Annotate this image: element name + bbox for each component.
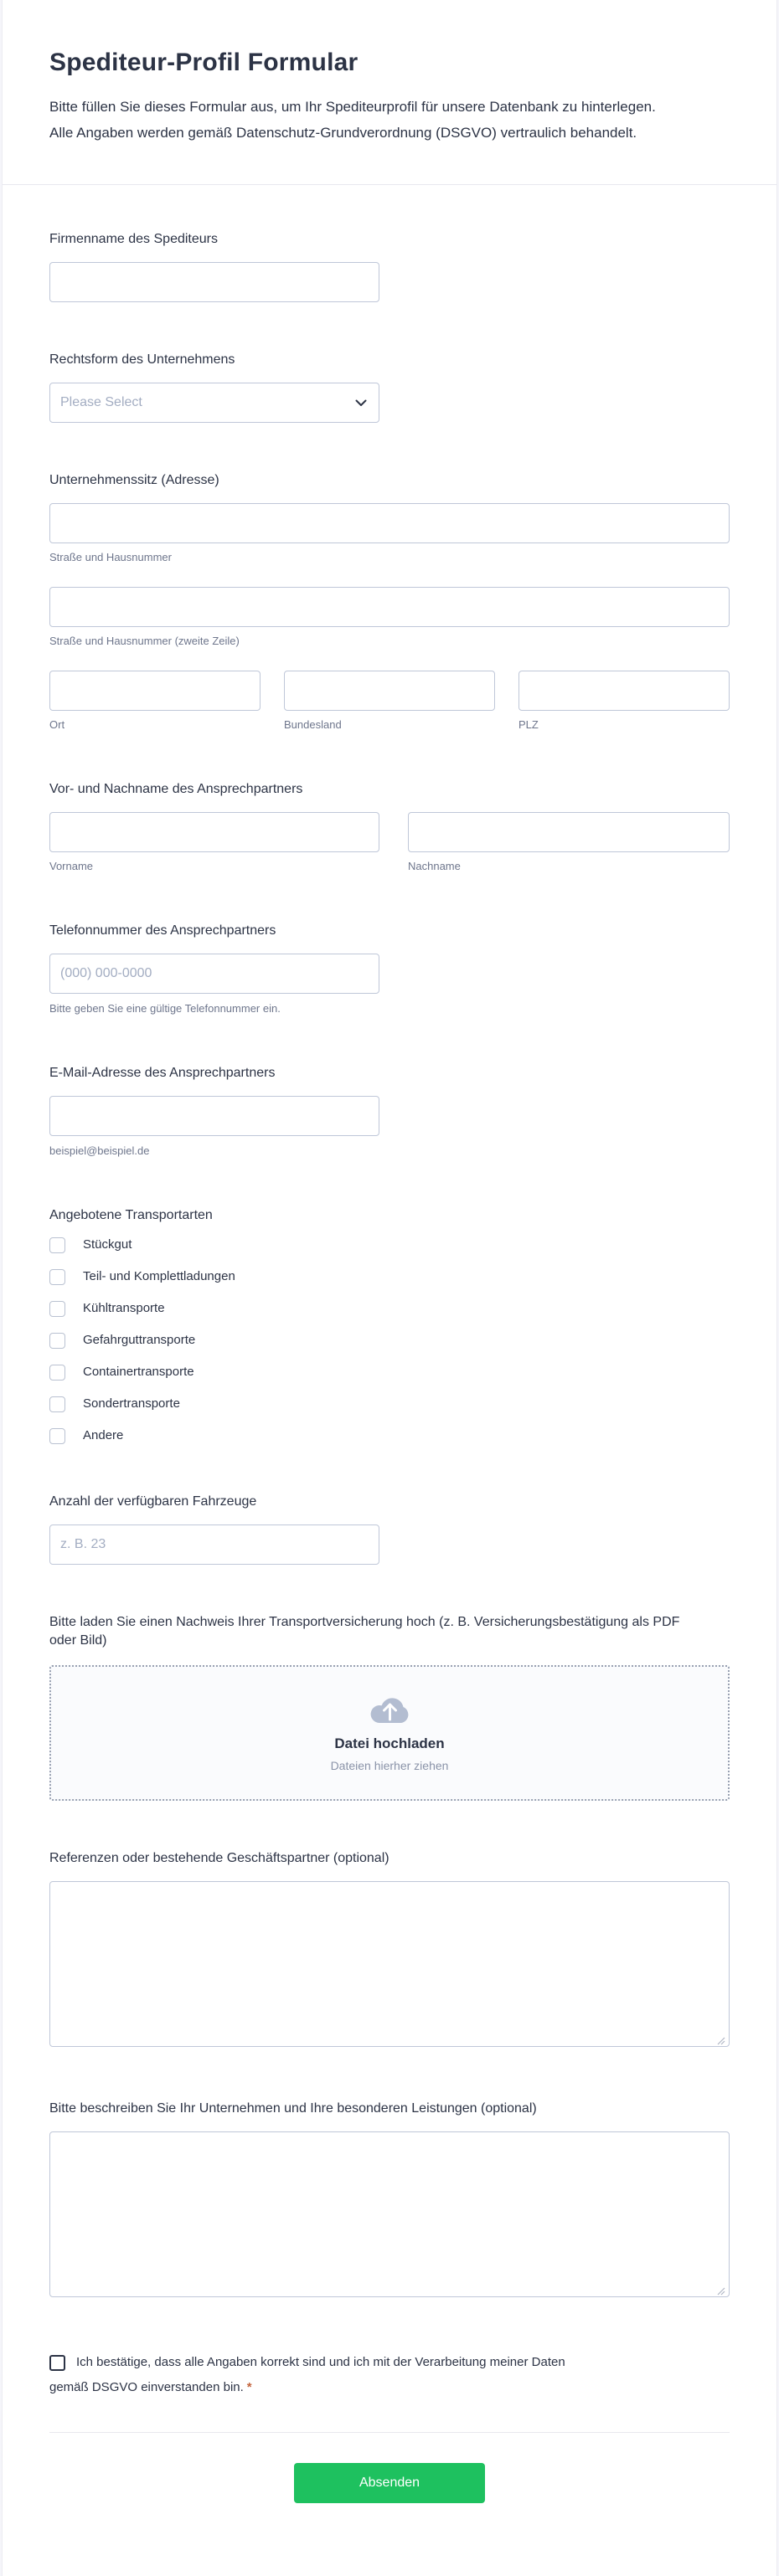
field-vehicle-count [49, 1493, 730, 1565]
field-address [49, 471, 730, 732]
upload-hint: Dateien hierher ziehen [330, 1759, 449, 1772]
form-header [3, 0, 776, 146]
field-label: Angebotene Transportarten [49, 1208, 213, 1222]
field-label: E-Mail-Adresse des Ansprechpartners [49, 1066, 276, 1080]
field-legal-form [49, 351, 730, 423]
field-label: Firmenname des Spediteurs [49, 232, 218, 246]
consent-label: Ich bestätige, dass alle Angaben korrekt sind und ich mit der Verarbeitung meiner Daten gemäß DSGVO einverstanden bin. [49, 2355, 565, 2394]
field-label: Anzahl der verfügbaren Fahrzeuge [49, 1494, 257, 1509]
address-row [49, 671, 730, 732]
checkbox-row-container[interactable] [49, 1364, 730, 1381]
resize-handle-icon[interactable] [717, 2037, 725, 2045]
checkbox-row-teil-komplett[interactable] [49, 1268, 730, 1285]
checkbox-label: Sondertransporte [83, 1396, 180, 1411]
field-consent [49, 2350, 586, 2400]
checkbox-row-sonder[interactable] [49, 1396, 730, 1412]
field-label: Rechtsform des Unternehmens [49, 352, 235, 367]
field-phone [49, 922, 730, 1015]
checkbox-label: Andere [83, 1428, 124, 1442]
field-label: Referenzen oder bestehende Geschäftspartner (optional) [49, 1851, 390, 1865]
references-textarea[interactable] [49, 1881, 730, 2047]
phone-input[interactable] [49, 954, 379, 994]
address-city-col [49, 671, 261, 732]
email-input[interactable] [49, 1096, 379, 1136]
checkbox[interactable] [49, 1269, 65, 1285]
contact-name-row [49, 812, 730, 873]
address-line1-sublabel: Straße und Hausnummer [49, 551, 172, 563]
checkbox[interactable] [49, 1237, 65, 1253]
address-city-sublabel: Ort [49, 718, 65, 731]
address-state-col [284, 671, 495, 732]
page-title: Spediteur-Profil Formular [49, 49, 359, 76]
transport-checkbox-group [49, 1237, 730, 1444]
checkbox[interactable] [49, 1365, 65, 1381]
cloud-upload-icon [369, 1694, 410, 1724]
phone-helper: Bitte geben Sie eine gültige Telefonnummer ein. [49, 1002, 281, 1015]
first-name-col [49, 812, 379, 873]
address-zip-sublabel: PLZ [518, 718, 539, 731]
field-transport-types [49, 1206, 730, 1444]
last-name-sublabel: Nachname [408, 860, 461, 872]
checkbox-label: Teil- und Komplettladungen [83, 1269, 235, 1283]
address-state-sublabel: Bundesland [284, 718, 342, 731]
field-company-name [49, 230, 730, 302]
form-card [2, 0, 777, 2576]
field-label: Bitte beschreiben Sie Ihr Unternehmen und Ihre besonderen Leistungen (optional) [49, 2101, 537, 2116]
first-name-sublabel: Vorname [49, 860, 94, 872]
address-state-input[interactable] [284, 671, 495, 711]
field-label: Vor- und Nachname des Ansprechpartners [49, 782, 303, 796]
checkbox-label: Containertransporte [83, 1365, 194, 1379]
checkbox-row-kuehl[interactable] [49, 1300, 730, 1317]
checkbox-label: Gefahrguttransporte [83, 1333, 196, 1347]
resize-handle-icon[interactable] [717, 2287, 725, 2296]
email-helper: beispiel@beispiel.de [49, 1144, 150, 1157]
last-name-col [408, 812, 730, 873]
first-name-input[interactable] [49, 812, 379, 852]
address-line2-input[interactable] [49, 587, 730, 627]
description-textarea-wrap [49, 2131, 730, 2301]
legal-form-select[interactable] [49, 383, 379, 423]
address-city-input[interactable] [49, 671, 261, 711]
address-line2-sublabel: Straße und Hausnummer (zweite Zeile) [49, 635, 240, 647]
address-zip-input[interactable] [518, 671, 730, 711]
company-name-input[interactable] [49, 262, 379, 302]
checkbox[interactable] [49, 1333, 65, 1349]
checkbox-row-stueckgut[interactable] [49, 1237, 730, 1253]
upload-title: Datei hochladen [334, 1735, 445, 1751]
field-contact-name [49, 780, 730, 873]
field-email [49, 1064, 730, 1158]
field-references [49, 1849, 730, 2051]
select-placeholder: Please Select [60, 395, 142, 409]
consent-checkbox[interactable] [49, 2355, 65, 2371]
checkbox[interactable] [49, 1301, 65, 1317]
form-footer [49, 2433, 730, 2556]
checkbox[interactable] [49, 1428, 65, 1444]
checkbox-row-gefahrgut[interactable] [49, 1332, 730, 1349]
field-insurance-upload [49, 1613, 730, 1801]
last-name-input[interactable] [408, 812, 730, 852]
checkbox[interactable] [49, 1396, 65, 1412]
form-body [3, 185, 776, 2556]
checkbox-label: Stückgut [83, 1237, 132, 1252]
field-label: Telefonnummer des Ansprechpartners [49, 923, 276, 938]
field-company-description [49, 2100, 730, 2301]
company-description-textarea[interactable] [49, 2131, 730, 2297]
chevron-down-icon [355, 399, 367, 407]
address-zip-col [518, 671, 730, 732]
upload-dropzone[interactable] [49, 1665, 730, 1801]
required-asterisk: * [246, 2380, 252, 2394]
checkbox-row-andere[interactable] [49, 1427, 730, 1444]
references-textarea-wrap [49, 1881, 730, 2051]
field-label: Unternehmenssitz (Adresse) [49, 473, 219, 487]
address-line1-input[interactable] [49, 503, 730, 543]
checkbox-label: Kühltransporte [83, 1301, 165, 1315]
field-label: Bitte laden Sie einen Nachweis Ihrer Transportversicherung hoch (z. B. Versicherungsbestätigung als PDF oder Bild) [49, 1615, 680, 1648]
form-description: Bitte füllen Sie dieses Formular aus, um Ihr Spediteurprofil für unsere Datenbank zu hinterlegen. Alle Angaben werden gemäß Datenschutz-Grundverordnung (DSGVO) vertraulich behandelt. [49, 99, 656, 141]
submit-button[interactable]: Absenden [294, 2463, 485, 2503]
vehicle-count-input[interactable] [49, 1525, 379, 1565]
